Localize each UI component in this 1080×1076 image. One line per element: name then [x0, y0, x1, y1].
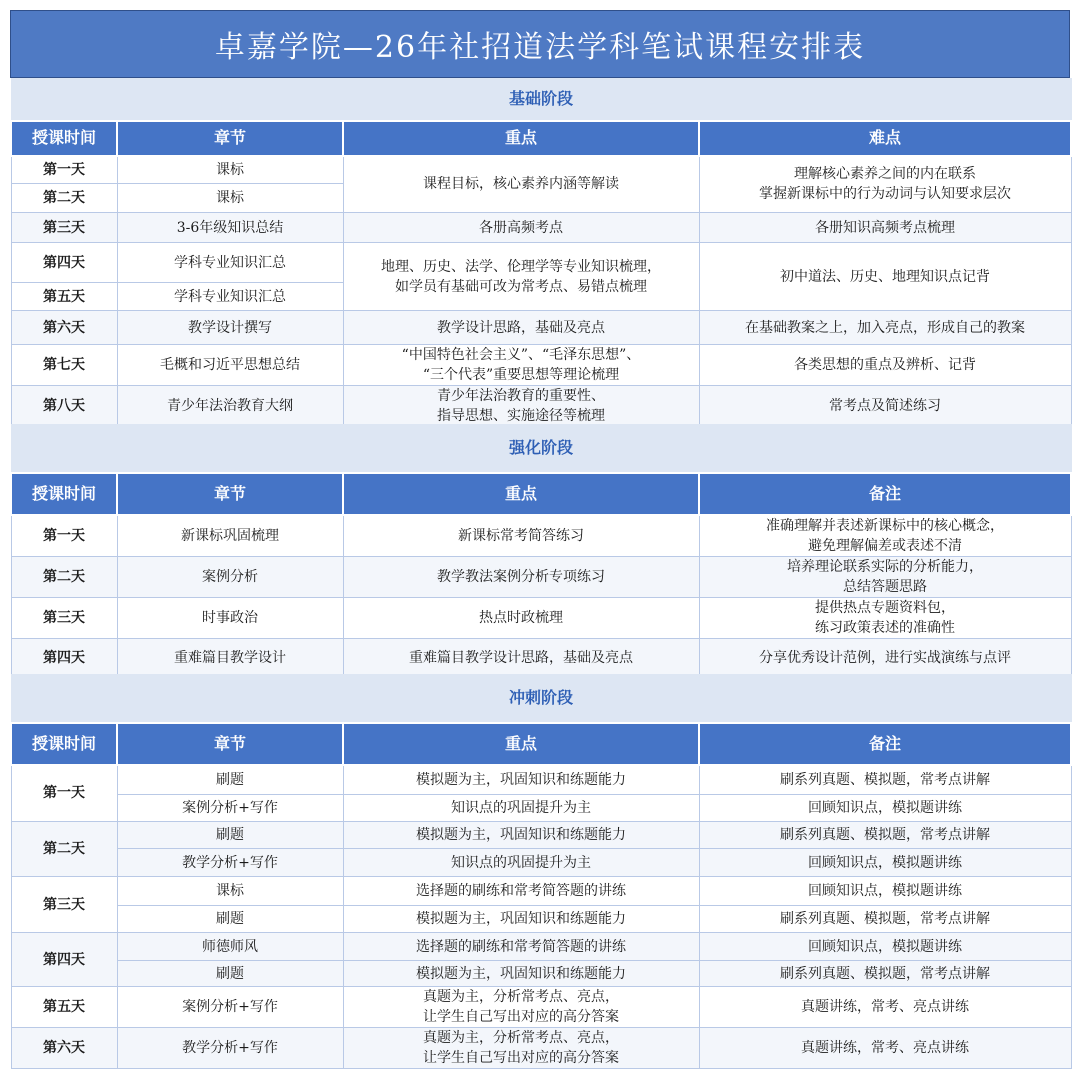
chapter-cell: 案例分析+写作 [117, 987, 343, 1028]
stage-title-intensive: 强化阶段 [11, 425, 1071, 473]
header-time: 授课时间 [11, 723, 117, 765]
intensive-stage-table [10, 424, 1072, 679]
difficulty-cell: 各类思想的重点及辨析、记背 [699, 345, 1071, 386]
focus-cell: 模拟题为主，巩固知识和练题能力 [343, 906, 699, 933]
focus-cell: 知识点的巩固提升为主 [343, 795, 699, 822]
chapter-cell: 青少年法治教育大纲 [117, 386, 343, 427]
day-cell: 第四天 [11, 638, 117, 678]
focus-cell: 重难篇目教学设计思路，基础及亮点 [343, 638, 699, 678]
focus-cell: 真题为主，分析常考点、亮点， 让学生自己写出对应的高分答案 [343, 1028, 699, 1069]
header-focus: 重点 [343, 121, 699, 156]
basic-stage-table [10, 78, 1072, 427]
chapter-cell: 学科专业知识汇总 [117, 283, 343, 311]
chapter-cell: 毛概和习近平思想总结 [117, 345, 343, 386]
day-cell: 第二天 [11, 822, 117, 877]
day-cell: 第一天 [11, 156, 117, 184]
chapter-cell: 课标 [117, 184, 343, 213]
focus-cell: 各册高频考点 [343, 213, 699, 243]
focus-cell: 新课标常考简答练习 [343, 515, 699, 557]
day-cell: 第四天 [11, 933, 117, 987]
note-cell: 培养理论联系实际的分析能力， 总结答题思路 [699, 556, 1071, 597]
focus-cell: 模拟题为主，巩固知识和练题能力 [343, 822, 699, 849]
page-title: 卓嘉学院—26年社招道法学科笔试课程安排表 [10, 10, 1070, 78]
note-cell: 提供热点专题资料包， 练习政策表述的准确性 [699, 597, 1071, 638]
header-difficulty: 难点 [699, 121, 1071, 156]
header-time: 授课时间 [11, 473, 117, 515]
header-time: 授课时间 [11, 121, 117, 156]
focus-cell: 青少年法治教育的重要性、 指导思想、实施途径等梳理 [343, 386, 699, 427]
difficulty-cell: 初中道法、历史、地理知识点记背 [699, 243, 1071, 311]
day-cell: 第三天 [11, 597, 117, 638]
chapter-cell: 课标 [117, 877, 343, 906]
difficulty-cell: 各册知识高频考点梳理 [699, 213, 1071, 243]
focus-cell: 知识点的巩固提升为主 [343, 849, 699, 877]
focus-cell: 真题为主，分析常考点、亮点， 让学生自己写出对应的高分答案 [343, 987, 699, 1028]
day-cell: 第二天 [11, 556, 117, 597]
difficulty-cell: 理解核心素养之间的内在联系 掌握新课标中的行为动词与认知要求层次 [699, 156, 1071, 213]
day-cell: 第七天 [11, 345, 117, 386]
header-chapter: 章节 [117, 473, 343, 515]
chapter-cell: 重难篇目教学设计 [117, 638, 343, 678]
chapter-cell: 案例分析+写作 [117, 795, 343, 822]
day-cell: 第五天 [11, 987, 117, 1028]
chapter-cell: 刷题 [117, 961, 343, 987]
chapter-cell: 学科专业知识汇总 [117, 243, 343, 283]
sprint-stage-table [10, 674, 1072, 1069]
note-cell: 真题讲练，常考、亮点讲练 [699, 987, 1071, 1028]
focus-cell: 地理、历史、法学、伦理学等专业知识梳理， 如学员有基础可改为常考点、易错点梳理 [343, 243, 699, 311]
header-focus: 重点 [343, 473, 699, 515]
focus-cell: 模拟题为主，巩固知识和练题能力 [343, 961, 699, 987]
header-note: 备注 [699, 723, 1071, 765]
day-cell: 第八天 [11, 386, 117, 427]
chapter-cell: 教学设计撰写 [117, 311, 343, 345]
difficulty-cell: 在基础教案之上，加入亮点，形成自己的教案 [699, 311, 1071, 345]
header-focus: 重点 [343, 723, 699, 765]
day-cell: 第五天 [11, 283, 117, 311]
note-cell: 刷系列真题、模拟题，常考点讲解 [699, 961, 1071, 987]
day-cell: 第一天 [11, 515, 117, 557]
note-cell: 回顾知识点，模拟题讲练 [699, 849, 1071, 877]
stage-title-basic: 基础阶段 [11, 79, 1071, 121]
chapter-cell: 案例分析 [117, 556, 343, 597]
note-cell: 回顾知识点，模拟题讲练 [699, 877, 1071, 906]
focus-cell: 课程目标，核心素养内涵等解读 [343, 156, 699, 213]
chapter-cell: 刷题 [117, 906, 343, 933]
chapter-cell: 刷题 [117, 765, 343, 795]
chapter-cell: 3-6年级知识总结 [117, 213, 343, 243]
day-cell: 第四天 [11, 243, 117, 283]
note-cell: 分享优秀设计范例，进行实战演练与点评 [699, 638, 1071, 678]
day-cell: 第六天 [11, 311, 117, 345]
stage-title-sprint: 冲刺阶段 [11, 675, 1071, 723]
focus-cell: 选择题的刷练和常考简答题的讲练 [343, 933, 699, 961]
focus-cell: 热点时政梳理 [343, 597, 699, 638]
header-chapter: 章节 [117, 723, 343, 765]
header-chapter: 章节 [117, 121, 343, 156]
note-cell: 刷系列真题、模拟题，常考点讲解 [699, 906, 1071, 933]
note-cell: 准确理解并表述新课标中的核心概念， 避免理解偏差或表述不清 [699, 515, 1071, 557]
chapter-cell: 师德师风 [117, 933, 343, 961]
day-cell: 第三天 [11, 877, 117, 933]
focus-cell: “中国特色社会主义”、“毛泽东思想”、 “三个代表”重要思想等理论梳理 [343, 345, 699, 386]
note-cell: 刷系列真题、模拟题，常考点讲解 [699, 822, 1071, 849]
focus-cell: 选择题的刷练和常考简答题的讲练 [343, 877, 699, 906]
focus-cell: 教学教法案例分析专项练习 [343, 556, 699, 597]
chapter-cell: 课标 [117, 156, 343, 184]
focus-cell: 教学设计思路，基础及亮点 [343, 311, 699, 345]
header-note: 备注 [699, 473, 1071, 515]
chapter-cell: 时事政治 [117, 597, 343, 638]
note-cell: 回顾知识点，模拟题讲练 [699, 795, 1071, 822]
chapter-cell: 教学分析+写作 [117, 1028, 343, 1069]
note-cell: 真题讲练，常考、亮点讲练 [699, 1028, 1071, 1069]
note-cell: 刷系列真题、模拟题，常考点讲解 [699, 765, 1071, 795]
focus-cell: 模拟题为主，巩固知识和练题能力 [343, 765, 699, 795]
day-cell: 第三天 [11, 213, 117, 243]
difficulty-cell: 常考点及简述练习 [699, 386, 1071, 427]
chapter-cell: 新课标巩固梳理 [117, 515, 343, 557]
chapter-cell: 刷题 [117, 822, 343, 849]
day-cell: 第一天 [11, 765, 117, 822]
chapter-cell: 教学分析+写作 [117, 849, 343, 877]
day-cell: 第二天 [11, 184, 117, 213]
note-cell: 回顾知识点，模拟题讲练 [699, 933, 1071, 961]
day-cell: 第六天 [11, 1028, 117, 1069]
